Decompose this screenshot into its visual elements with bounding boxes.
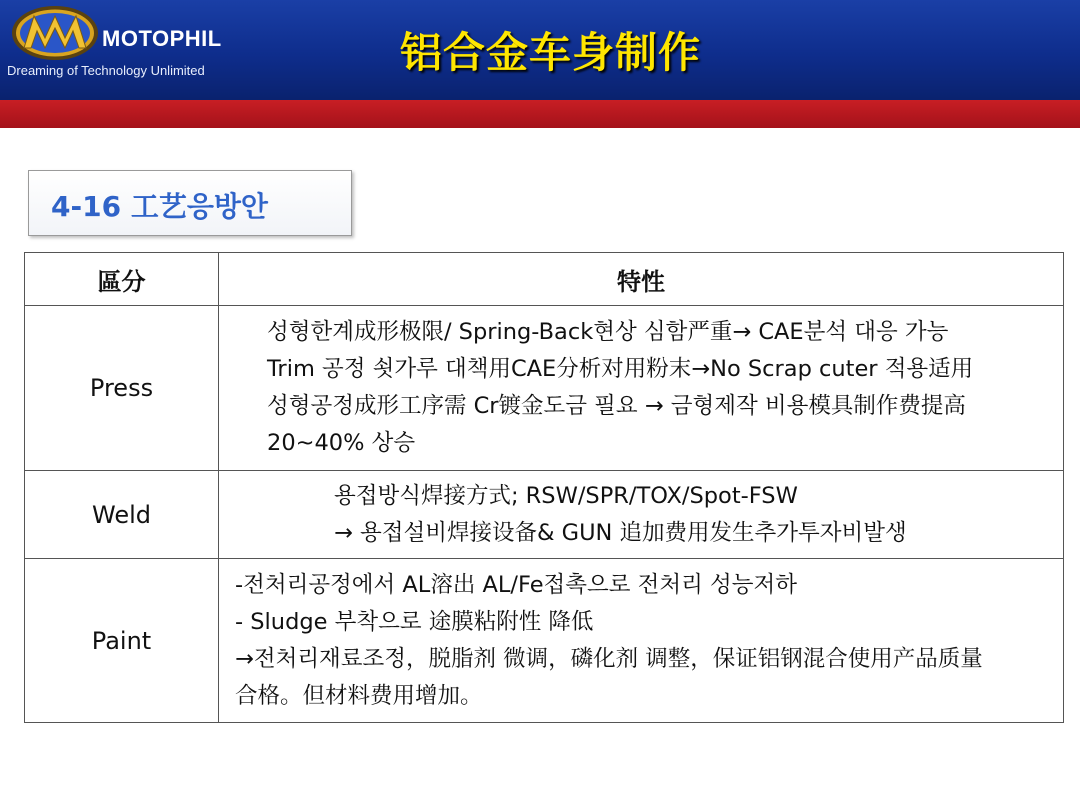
description-line: -전처리공정에서 AL溶出 AL/Fe접촉으로 전처리 성능저하 <box>235 571 797 598</box>
table-header-row <box>25 253 1064 306</box>
header-accent-bar <box>0 100 1080 128</box>
description-line: 20~40% 상승 <box>267 430 416 456</box>
row-description <box>219 471 1064 559</box>
row-description <box>219 306 1064 471</box>
table-row-paint <box>25 559 1064 723</box>
description-line: → 용접설비焊接设备& GUN 追加费用发生추가투자비발생 <box>334 519 907 546</box>
row-category: Paint <box>25 559 219 723</box>
section-label: 4-16 工艺응방안 <box>51 190 268 223</box>
description-line: - Sludge 부착으로 途膜粘附性 降低 <box>235 608 594 635</box>
description-line: 合格。但材料费用增加。 <box>235 682 483 709</box>
motophil-logo-emblem <box>10 4 100 62</box>
section-label-box <box>28 170 352 236</box>
row-category: Press <box>25 306 219 471</box>
header-banner <box>0 0 1080 100</box>
column-header-characteristics: 特性 <box>219 253 1064 306</box>
description-line: 성형한계成形极限/ Spring-Back현상 심함严重→ CAE분석 대응 가능 <box>267 319 949 345</box>
description-line: 용접방식焊接方式; RSW/SPR/TOX/Spot-FSW <box>334 482 798 509</box>
row-category: Weld <box>25 471 219 559</box>
column-header-category: 區分 <box>25 253 219 306</box>
spec-table <box>24 252 1064 723</box>
description-line: Trim 공정 쇳가루 대책用CAE分析对用粉末→No Scrap cuter 적용适用 <box>267 356 974 382</box>
page-title: 铝合金车身制作 <box>400 28 702 77</box>
description-line: →전처리재료조정，脱脂剂 微调，磷化剂 调整，保证铝钢混合使用产品质量 <box>235 645 983 672</box>
description-line: 성형공정成形工序需 Cr镀金도금 필요 → 금형제작 비용模具制作费提高 <box>267 393 966 419</box>
row-description <box>219 559 1064 723</box>
logo-name: MOTOPHIL <box>102 26 222 51</box>
table-row-press <box>25 306 1064 471</box>
logo-tagline: Dreaming of Technology Unlimited <box>7 63 205 78</box>
table-row-weld <box>25 471 1064 559</box>
